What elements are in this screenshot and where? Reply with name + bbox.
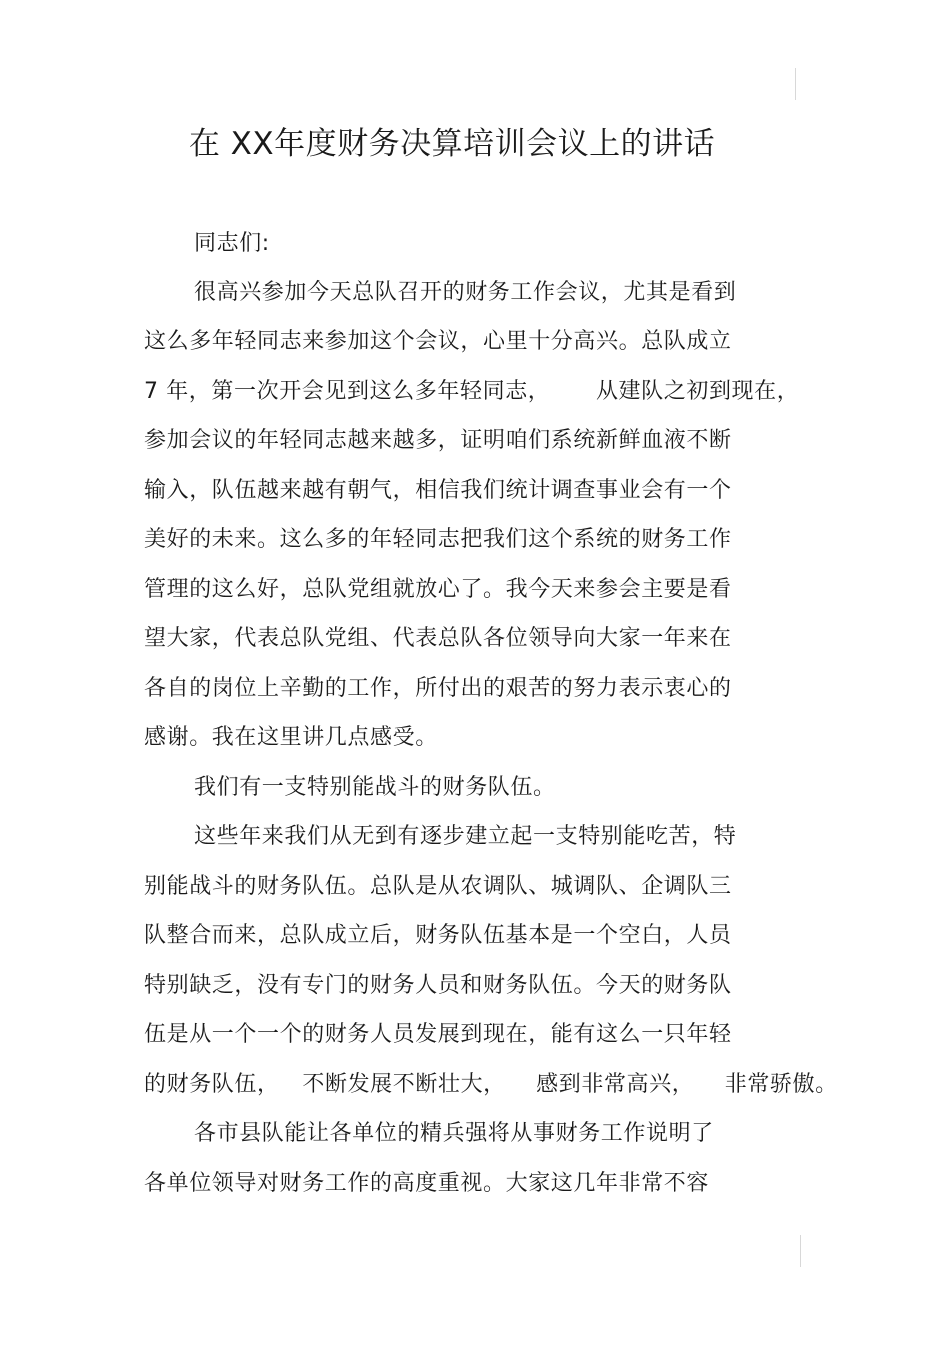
paragraph-2-line-3: 队整合而来，总队成立后，财务队伍基本是一个空白，人员 (144, 923, 732, 948)
paragraph-2-line-1: 这些年来我们从无到有逐步建立起一支特别能吃苦，特 (194, 824, 737, 849)
paragraph-2-line-4: 特别缺乏，没有专门的财务人员和财务队伍。今天的财务队 (144, 973, 732, 998)
salutation: 同志们: (194, 231, 270, 256)
paragraph-1-line-5: 输入，队伍越来越有朝气，相信我们统计调查事业会有一个 (144, 478, 732, 503)
paragraph-2-line-6: 的财务队伍， 不断发展不断壮大， 感到非常高兴， 非常骄傲。 (144, 1072, 838, 1097)
paragraph-1-line-3: 7 年，第一次开会见到这么多年轻同志， 从建队之初到现在， (144, 379, 800, 404)
paragraph-3-line-1: 各市县队能让各单位的精兵强将从事财务工作说明了 (194, 1121, 714, 1146)
page-edge-mark-bottom (800, 1235, 801, 1267)
paragraph-2-line-2: 别能战斗的财务队伍。总队是从农调队、城调队、企调队三 (144, 874, 732, 899)
paragraph-1-line-9: 各自的岗位上辛勤的工作，所付出的艰苦的努力表示衷心的 (144, 676, 732, 701)
paragraph-1-line-10: 感谢。我在这里讲几点感受。 (144, 725, 438, 750)
page-edge-mark-top (795, 68, 796, 100)
paragraph-2-line-5: 伍是从一个一个的财务人员发展到现在，能有这么一只年轻 (144, 1022, 732, 1047)
paragraph-1-line-6: 美好的未来。这么多的年轻同志把我们这个系统的财务工作 (144, 527, 732, 552)
section-heading: 我们有一支特别能战斗的财务队伍。 (194, 775, 556, 800)
paragraph-1-line-8: 望大家，代表总队党组、代表总队各位领导向大家一年来在 (144, 626, 732, 651)
paragraph-1-line-1: 很高兴参加今天总队召开的财务工作会议，尤其是看到 (194, 280, 737, 305)
paragraph-1-line-7: 管理的这么好，总队党组就放心了。我今天来参会主要是看 (144, 577, 732, 602)
document-title: 在 XX年度财务决算培训会议上的讲话 (188, 126, 716, 162)
paragraph-3-line-2: 各单位领导对财务工作的高度重视。大家这几年非常不容 (144, 1171, 710, 1196)
paragraph-1-line-2: 这么多年轻同志来参加这个会议，心里十分高兴。总队成立 (144, 329, 732, 354)
paragraph-1-line-4: 参加会议的年轻同志越来越多，证明咱们系统新鲜血液不断 (144, 428, 732, 453)
